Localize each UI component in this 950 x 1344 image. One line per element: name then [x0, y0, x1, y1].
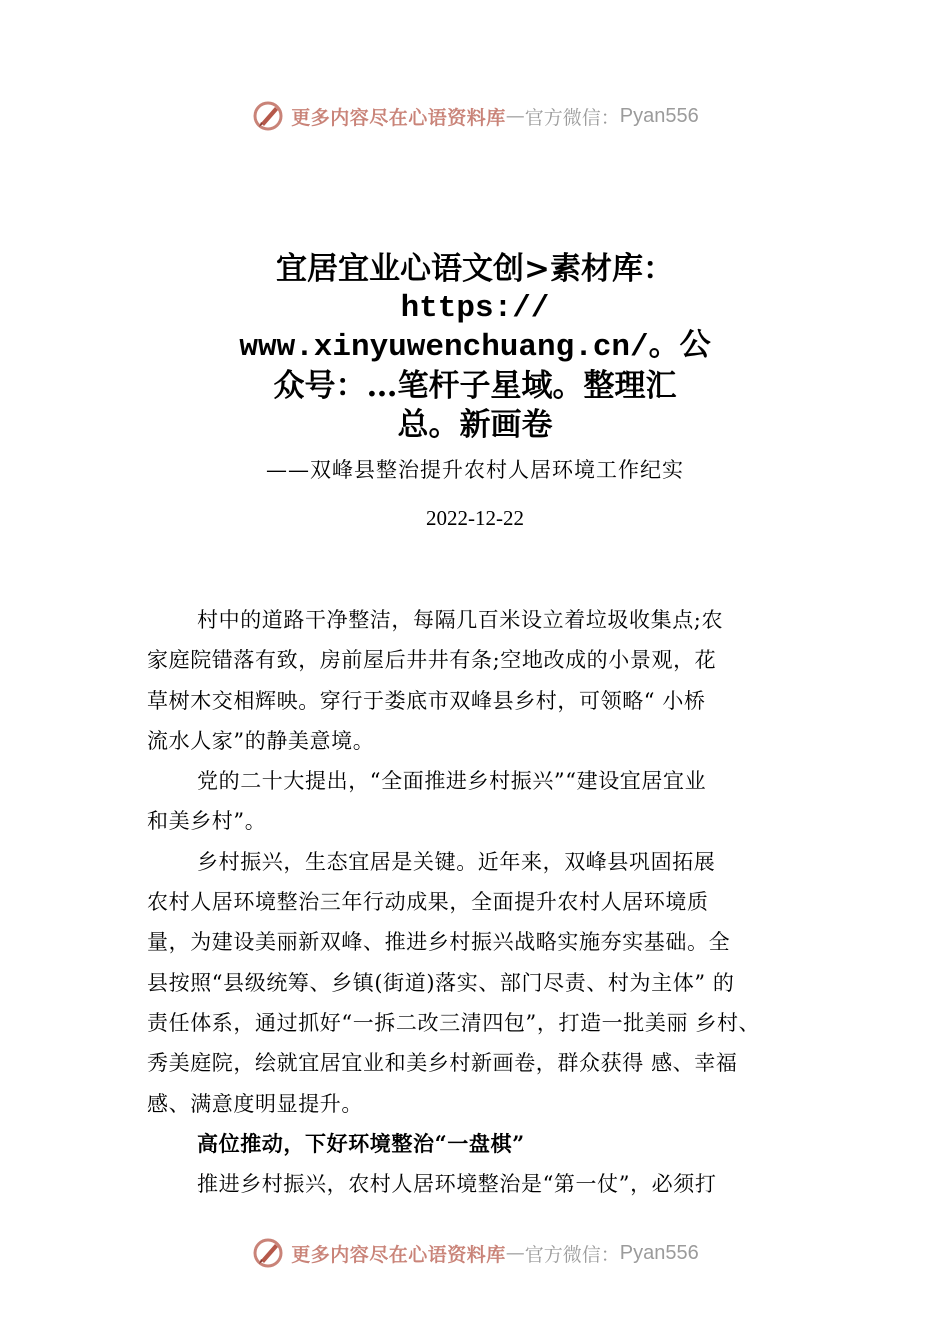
banner-handle: Pyan556 [619, 1241, 699, 1264]
title-line: 总。新画卷 [397, 407, 553, 443]
document-title [225, 250, 725, 445]
section-heading: 高位推动，下好环境整治“一盘棋” [197, 1130, 525, 1156]
body-line: 县按照“县级统筹、乡镇(街道)落实、部门尽责、村为主体” 的 [147, 970, 735, 995]
document-subtitle: ——双峰县整治提升农村人居环境工作纪实 [266, 458, 684, 482]
banner-text: 更多内容尽在心语资料库 [291, 106, 506, 129]
banner-label: 官方微信： [524, 106, 620, 129]
body-line: 感、满意度明显提升。 [147, 1091, 363, 1116]
footer-watermark-banner [0, 1233, 950, 1273]
title-line: 众号：…笔杆子星域。整理汇 [273, 368, 677, 404]
banner-text: 更多内容尽在心语资料库 [291, 1243, 506, 1266]
title-line: https:// [400, 291, 550, 326]
body-line: 农村人居环境整治三年行动成果，全面提升农村人居环境质 [147, 890, 709, 915]
document-body [147, 600, 837, 1204]
document-date: 2022-12-22 [426, 506, 524, 530]
pen-logo-icon [251, 1236, 285, 1270]
body-line: 党的二十大提出，“全面推进乡村振兴”“建设宜居宜业 [197, 769, 707, 794]
title-line: 宜居宜业心语文创>素材库： [276, 251, 674, 287]
banner-handle: Pyan556 [619, 104, 699, 127]
body-line: 家庭院错落有致，房前屋后井井有条;空地改成的小景观，花 [147, 648, 717, 673]
body-line: 流水人家”的静美意境。 [147, 728, 375, 753]
body-line: 乡村振兴，生态宜居是关键。近年来，双峰县巩固拓展 [197, 849, 716, 874]
header-watermark-banner [0, 96, 950, 136]
pen-logo-icon [251, 99, 285, 133]
body-line: 草树木交相辉映。穿行于娄底市双峰县乡村，可领略“ 小桥 [147, 688, 706, 713]
body-line: 秀美庭院，绘就宜居宜业和美乡村新画卷，群众获得 感、幸福 [147, 1051, 738, 1076]
banner-dash: — [505, 1242, 525, 1264]
body-line: 村中的道路干净整洁，每隔几百米设立着垃圾收集点;农 [197, 608, 724, 632]
banner-dash: — [505, 105, 525, 127]
body-line: 责任体系，通过抓好“一拆二改三清四包”，打造一批美丽 乡村、 [147, 1010, 761, 1035]
title-line: www.xinyuwenchuang.cn/。公 [239, 330, 711, 365]
body-line: 推进乡村振兴，农村人居环境整治是“第一仗”，必须打 [197, 1172, 717, 1197]
body-line: 量，为建设美丽新双峰、推进乡村振兴战略实施夯实基础。全 [147, 930, 731, 955]
body-line: 和美乡村”。 [147, 809, 267, 834]
banner-label: 官方微信： [524, 1243, 620, 1266]
